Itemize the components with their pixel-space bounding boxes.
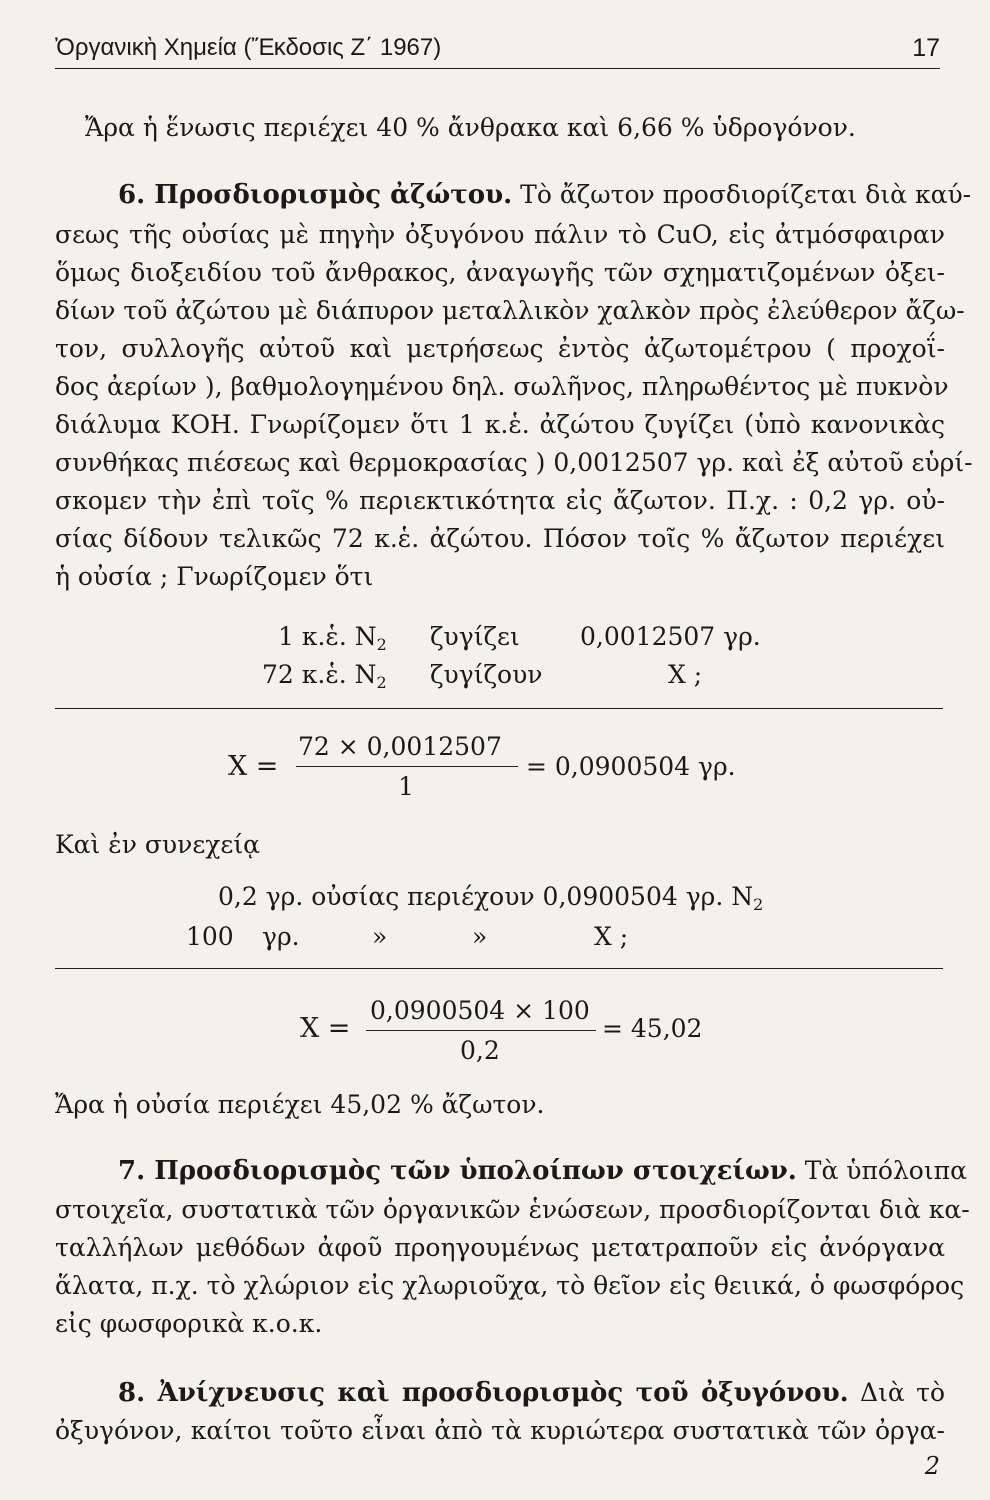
equation1-denominator: 1 <box>398 772 414 801</box>
body-line: τον, συλλογῆς αὐτοῦ καὶ μετρήσεως ἐντὸς ἀζωτομέτρου ( προχοΐ- <box>55 334 945 363</box>
equation2-lhs: Χ = <box>300 1013 351 1044</box>
body-line: συνθήκας πιέσεως καὶ θερμοκρασίας ) 0,0012507 γρ. καὶ ἐξ αὐτοῦ εὑρί- <box>55 448 973 477</box>
section6-first-tail: Τὸ ἄζωτον προσδιορίζεται διὰ καύ- <box>520 180 972 209</box>
body-line: ταλλήλων μεθόδων ἀφοῦ προηγουμένως μετατραποῦν εἰς ἀνόργανα <box>55 1233 945 1262</box>
equation2-rhs: = 45,02 <box>602 1014 703 1043</box>
body-line: ὀξυγόνον, καίτοι τοῦτο εἶναι ἀπὸ τὰ κυριώτερα συστατικὰ τῶν ὀργα- <box>55 1416 945 1445</box>
body-line: σεως τῆς οὐσίας μὲ πηγὴν ὀξυγόνου πάλιν τὸ CuO, εἰς ἀτμόσφαιραν <box>55 220 945 249</box>
proportion1-row2-left: 72 κ.ἑ. $N_2$ <box>262 660 387 692</box>
page-header <box>55 28 940 69</box>
body-line: δίων τοῦ ἀζώτου μὲ διάπυρον μεταλλικὸν χαλκὸν πρὸς ἐλεύθερον ἄζω- <box>55 296 965 325</box>
equation2-numerator: 0,0900504 × 100 <box>370 996 590 1025</box>
proportion1-row2-mid: ζυγίζουν <box>430 660 543 689</box>
proportion2-row2-unit: γρ. <box>262 922 300 951</box>
equation1-fraction-bar <box>296 766 518 767</box>
body-line: ἡ οὐσία ; Γνωρίζομεν ὅτι <box>55 562 374 591</box>
body-line: διάλυμα ΚΟΗ. Γνωρίζομεν ὅτι 1 κ.ἑ. ἀζώτου ζυγίζει (ὑπὸ κανονικὰς <box>55 410 945 439</box>
separator-rule <box>55 708 943 709</box>
page-number: 17 <box>912 33 940 62</box>
result-line: Ἄρα ἡ οὐσία περιέχει 45,02 % ἄζωτον. <box>55 1090 545 1119</box>
section8-heading: 8. Ἀνίχνευσις καὶ προσδιορισμὸς τοῦ ὀξυγόνου. <box>118 1378 849 1408</box>
section8-first-line <box>118 1378 945 1408</box>
proportion2-row1: 0,2 γρ. οὐσίας περιέχουν 0,0900504 γρ. $N_2$ <box>218 882 764 914</box>
equation2-denominator: 0,2 <box>460 1036 500 1065</box>
equation1-numerator: 72 × 0,0012507 <box>298 732 502 761</box>
connector-text: Καὶ ἐν συνεχείᾳ <box>55 830 261 859</box>
running-title: Ὀργανικὴ Χημεία (Ἔκδοσις Ζ΄ 1967) <box>55 34 442 61</box>
section7-first-line <box>118 1156 967 1186</box>
proportion2-row2-ditto2: » <box>472 922 488 951</box>
proportion2-row2-unknown: Χ ; <box>594 922 629 951</box>
equation1-rhs: = 0,0900504 γρ. <box>526 752 736 781</box>
intro-line: Ἄρα ἡ ἕνωσις περιέχει 40 % ἄνθρακα καὶ 6,66 % ὑδρογόνον. <box>85 113 856 142</box>
body-line: στοιχεῖα, συστατικὰ τῶν ὀργανικῶν ἑνώσεων, προσδιορίζονται διὰ κα- <box>55 1195 970 1224</box>
body-line: δος ἀερίων ), βαθμολογημένου δηλ. σωλῆνος, πληρωθέντος μὲ πυκνὸν <box>55 372 949 401</box>
body-line: ὅμως διοξειδίου τοῦ ἄνθρακος, ἀναγωγῆς τῶν σχηματιζομένων ὀξει- <box>55 258 945 287</box>
proportion2-row2-qty: 100 <box>186 922 234 951</box>
body-line: ἅλατα, π.χ. τὸ χλώριον εἰς χλωριοῦχα, τὸ θεῖον εἰς θειικά, ὁ φωσφόρος <box>55 1271 965 1300</box>
body-line: εἰς φωσφορικὰ κ.ο.κ. <box>55 1309 323 1338</box>
proportion2-row2-ditto1: » <box>372 922 388 951</box>
section6-first-line <box>118 180 972 210</box>
section7-first-tail: Τὰ ὑπόλοιπα <box>804 1156 967 1185</box>
equation2-fraction-bar <box>366 1030 596 1031</box>
proportion1-row1-mid: ζυγίζει <box>430 622 520 651</box>
separator-rule <box>55 968 943 969</box>
equation1-lhs: Χ = <box>228 751 279 782</box>
proportion1-row2-right: Χ ; <box>668 660 703 689</box>
signature-mark: 2 <box>924 1452 940 1480</box>
section6-heading: 6. Προσδιορισμὸς ἀζώτου. <box>118 180 513 210</box>
proportion1-row1-left: 1 κ.ἑ. $N_2$ <box>278 622 387 654</box>
body-line: σίας δίδουν τελικῶς 72 κ.ἑ. ἀζώτου. Πόσον τοῖς % ἄζωτον περιέχει <box>55 524 945 553</box>
body-line: σκομεν τὴν ἐπὶ τοῖς % περιεκτικότητα εἰς ἄζωτον. Π.χ. : 0,2 γρ. οὐ- <box>55 486 945 515</box>
section7-heading: 7. Προσδιορισμὸς τῶν ὑπολοίπων στοιχείων. <box>118 1156 797 1186</box>
proportion1-row1-right: 0,0012507 γρ. <box>580 622 761 651</box>
section8-first-tail: Διὰ τὸ <box>860 1378 945 1407</box>
